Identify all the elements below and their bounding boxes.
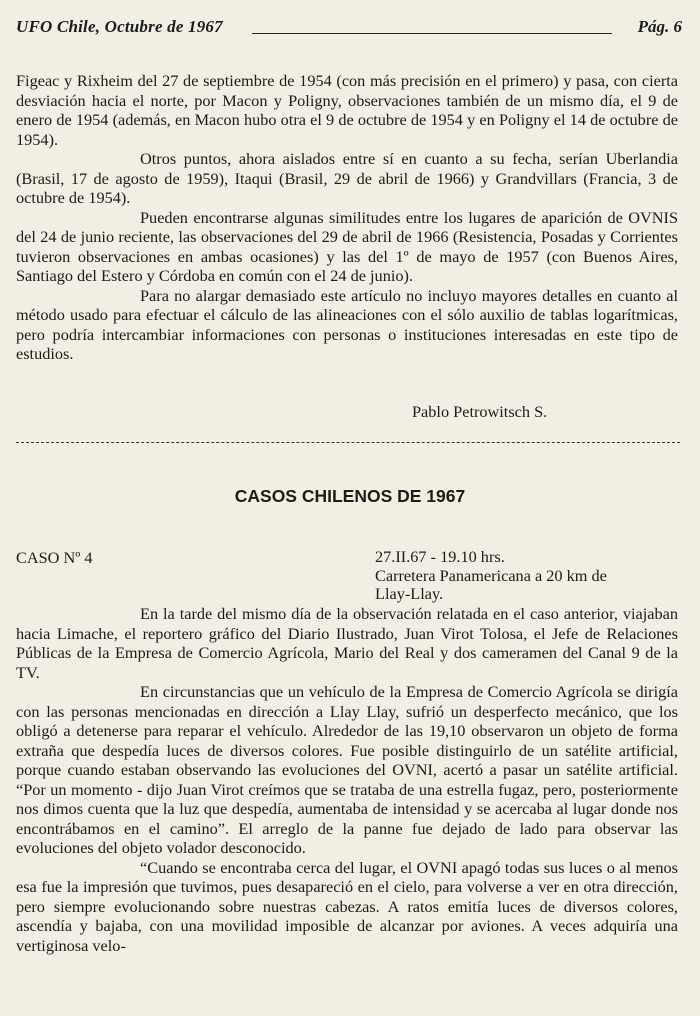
article-paragraph: Figeac y Rixheim del 27 de septiembre de 1954 (con más precisión en el primero) y pasa, con cierta desviación hacia el norte, por Macon y Poligny, observaciones también de un mismo día, el 9 de enero de 1954 (además, en Macon hubo otra el 9 de octubre de 1954 y en Poligny el 14 de octubre de 1954). (16, 71, 678, 149)
header-rule (252, 33, 612, 34)
article-paragraph: Pueden encontrarse algunas similitudes entre los lugares de aparición de OVNIS del 24 de junio reciente, las observaciones del 29 de abril de 1966 (Resistencia, Posadas y Corrientes tuvieron observaciones en ambas ocasiones) y las del 1º de mayo de 1957 (con Buenos Aires, Santiago del Estero y Córdoba en común con el 24 de junio). (16, 207, 678, 285)
publication-title: UFO Chile, Octubre de 1967 (16, 17, 223, 36)
case-paragraph: En circunstancias que un vehículo de la Empresa de Comercio Agrícola se dirigía con las personas mencionadas en dirección a Llay Llay, sufrió un desperfecto mecánico, que los obligó a detenerse para reparar el vehículo. Alrededor de las 19,10 observaron un objeto de forma extraña que despedía luces de diversos colores. Fue posible distinguirlo de un satélite artificial, porque cuando estaban observando las evoluciones del OVNI, acertó a pasar un satélite artificial. “Por un momento - dijo Juan Virot creímos que se trataba de una estrella fugaz, pero, posteriormente nos dimos cuenta que la luz que despedía, aumentaba de intensidad y se acercaba al lugar donde nos encontrábamos en el camino”. El arreglo de la panne fue dejado de lado para observar las evoluciones del objeto volador desconocido. (16, 682, 678, 857)
page-header (16, 17, 682, 39)
case-paragraph: En la tarde del mismo día de la observación relatada en el caso anterior, viajaban hacia Limache, el reportero gráfico del Diario Ilustrado, Juan Virot Tolosa, el Jefe de Relaciones Públicas de la Empresa de Comercio Agrícola, Mario del Real y dos cameramen del Canal 9 de la TV. (16, 604, 678, 682)
case-details (375, 548, 607, 604)
case-label: CASO Nº 4 (16, 548, 93, 567)
section-divider (16, 442, 680, 443)
page-number: Pág. 6 (637, 17, 682, 36)
case-location: Llay-Llay. (375, 584, 444, 603)
case-location: Carretera Panamericana a 20 km de (375, 565, 607, 585)
section-title: CASOS CHILENOS DE 1967 (234, 486, 466, 506)
article-body (16, 71, 678, 364)
case-body (16, 604, 678, 955)
article-paragraph: Otros puntos, ahora aislados entre sí en cuanto a su fecha, serían Uberlandia (Brasil, 17 de agosto de 1959), Itaqui (Brasil, 29 de abril de 1966) y Grandvillars (Francia, 3 de octubre de 1954). (16, 149, 678, 207)
case-datetime: 27.II.67 - 19.10 hrs. (375, 547, 505, 566)
case-paragraph: “Cuando se encontraba cerca del lugar, el OVNI apagó todas sus luces o al menos esa fue la impresión que tuvimos, pues desapareció en el cielo, para volverse a ver en otra dirección, pero siempre evolucionando sobre nuestras cabezas. A ratos emitía luces de diversos colores, ascendía y bajaba, con una movilidad imposible de alcanzar por aviones. A veces adquiría una vertiginosa velo- (16, 857, 678, 955)
article-paragraph: Para no alargar demasiado este artículo no incluyo mayores detalles en cuanto al método usado para efectuar el cálculo de las alineaciones con el sólo auxilio de tablas logarítmicas, pero podría intercambiar informaciones con personas o instituciones interesadas en este tipo de estudios. (16, 285, 678, 363)
author-signature: Pablo Petrowitsch S. (412, 402, 548, 421)
